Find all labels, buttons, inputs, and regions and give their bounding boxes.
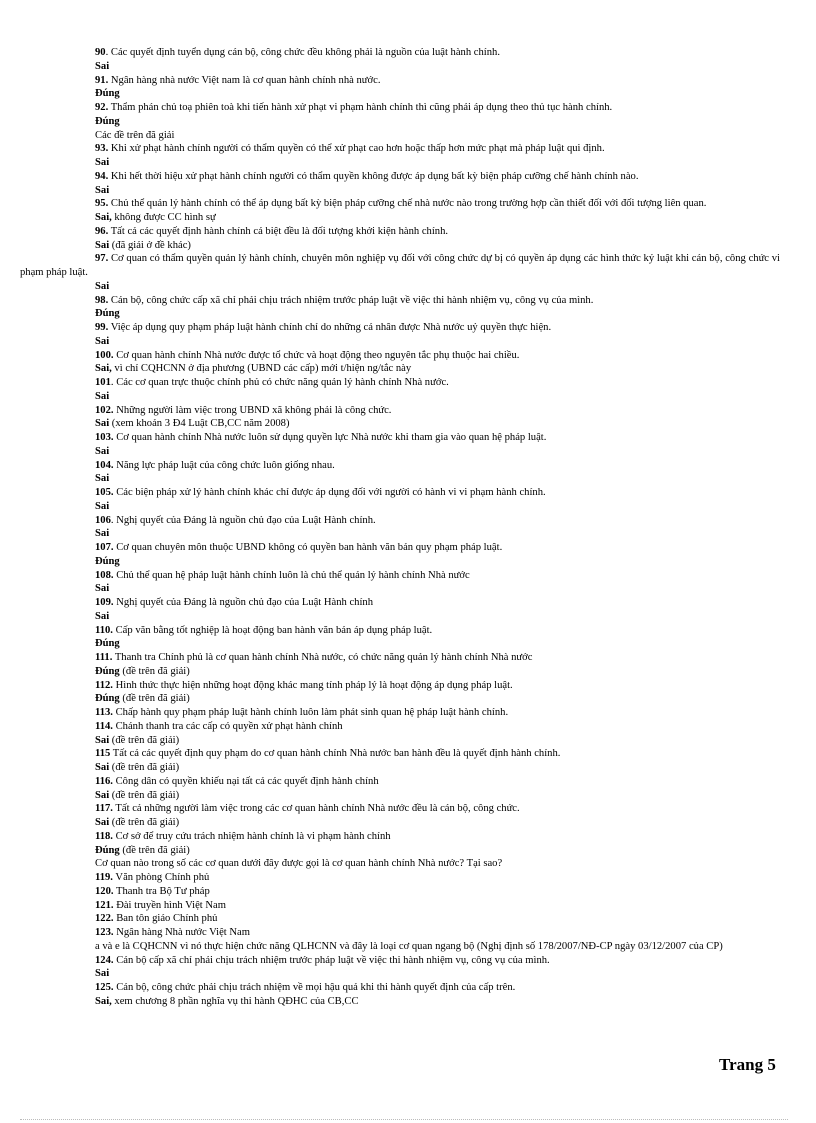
- question-number: 117.: [95, 803, 113, 815]
- line-text: (đề trên đã giải): [119, 665, 190, 677]
- line-text: Việc áp dụng quy phạm pháp luật hành chính chỉ do những cá nhân được Nhà nước uỷ quyền thực hiện.: [108, 322, 552, 333]
- answer-verdict: Sai: [95, 239, 110, 251]
- answer-line: [0, 115, 816, 129]
- line-text: Chủ thể quản lý hành chính có thể áp dụng bất kỳ biện pháp cưỡng chế nhà nước nào trong trường hợp cần thiết đối với đối tượng liên quan.: [108, 198, 707, 210]
- line-text: Cơ quan hành chính Nhà nước được tổ chức và hoạt động theo nguyên tắc phụ thuộc hai chiều.: [113, 349, 520, 361]
- question-line: [0, 926, 816, 940]
- answer-line: [0, 692, 816, 706]
- question-number: 124.: [95, 954, 114, 966]
- text-line: [0, 940, 816, 954]
- line-text: Thanh tra Bộ Tư pháp: [113, 885, 210, 897]
- answer-line: [0, 156, 816, 170]
- question-line: [0, 706, 816, 720]
- line-text: Tất cả các quyết định quy phạm do cơ quan hành chính Nhà nước ban hành đều là quyết định hành chính.: [110, 748, 561, 760]
- answer-line: [0, 445, 816, 459]
- line-text: (đề trên đã giải): [109, 734, 180, 746]
- answer-verdict: Sai: [95, 789, 110, 801]
- line-text: (đã giải ở đề khác): [109, 239, 191, 251]
- question-number: 107.: [95, 542, 114, 553]
- question-line: [0, 101, 816, 115]
- question-number: 116.: [95, 775, 113, 787]
- answer-verdict: Sai: [95, 762, 110, 773]
- line-text: Chánh thanh tra các cấp có quyền xử phạt hành chính: [112, 720, 343, 732]
- line-text: Ban tôn giáo Chính phủ: [113, 913, 218, 925]
- answer-verdict: Sai: [95, 335, 110, 347]
- question-number: 112.: [95, 679, 113, 691]
- question-line: [0, 294, 816, 308]
- question-line: [0, 596, 816, 610]
- question-line: [0, 431, 816, 445]
- question-line: [0, 486, 816, 500]
- question-number: 96.: [95, 225, 109, 237]
- question-number: 101: [95, 377, 111, 388]
- line-text: Chấp hành quy phạm pháp luật hành chính luôn làm phát sinh quan hệ pháp luật hành chính.: [112, 707, 509, 718]
- answer-line: [0, 610, 816, 624]
- line-text: Cán bộ, công chức phải chịu trách nhiệm về mọi hậu quả khi thi hành quyết định của cấp trên.: [113, 982, 516, 993]
- answer-line: [0, 307, 816, 321]
- question-number: 103.: [95, 432, 114, 443]
- answer-line: [0, 87, 816, 101]
- question-line: [0, 720, 816, 734]
- answer-verdict: Sai: [95, 60, 110, 72]
- question-line: [0, 679, 816, 693]
- question-line: [0, 46, 816, 60]
- question-number: 121.: [95, 899, 114, 911]
- line-text: Thẩm phán chủ toạ phiên toà khi tiến hành xử phạt vi phạm hành chính thì cũng phải áp dụng theo thủ tục hành chính.: [108, 102, 613, 113]
- line-text: (đề trên đã giải): [119, 844, 190, 856]
- answer-verdict: Đúng: [95, 555, 120, 567]
- question-line: [0, 885, 816, 899]
- answer-line: [0, 967, 816, 981]
- line-text: Đài truyền hình Việt Nam: [113, 899, 226, 911]
- line-text: Cơ quan chuyên môn thuộc UBND không có quyền ban hành văn bản quy phạm pháp luật.: [113, 542, 503, 553]
- answer-verdict: Sai: [95, 418, 110, 430]
- answer-line: [0, 637, 816, 651]
- answer-verdict: Sai,: [95, 363, 112, 375]
- line-text: Cơ quan nào trong số các cơ quan dưới đây được gọi là cơ quan hành chính Nhà nước? Tại sao?: [95, 858, 503, 870]
- answer-line: [0, 280, 816, 294]
- question-number: 111.: [95, 652, 113, 663]
- answer-verdict: Sai: [95, 734, 110, 746]
- question-number: 95.: [95, 198, 109, 210]
- answer-line: [0, 239, 816, 253]
- answer-line: [0, 527, 816, 541]
- question-line: [0, 74, 816, 88]
- answer-verdict: Sai,: [95, 212, 112, 223]
- line-text: Văn phòng Chính phủ: [112, 872, 210, 883]
- answer-line: [0, 472, 816, 486]
- question-number: 104.: [95, 459, 114, 471]
- question-number: 119.: [95, 872, 113, 883]
- line-text: Tất cả những người làm việc trong các cơ quan hành chính Nhà nước đều là cán bộ, công chức.: [112, 803, 520, 815]
- answer-line: [0, 211, 816, 225]
- answer-verdict: Đúng: [95, 88, 120, 100]
- text-line: [0, 857, 816, 871]
- answer-verdict: Đúng: [95, 115, 120, 127]
- line-text: vì chỉ CQHCNN ở địa phương (UBND các cấp) mới t/hiện ng/tắc này: [111, 363, 412, 375]
- question-number: 110.: [95, 624, 113, 636]
- document-body: [0, 46, 816, 1009]
- answer-verdict: Sai: [95, 280, 110, 292]
- line-text: Những người làm việc trong UBND xã không phải là công chức.: [113, 404, 392, 416]
- line-text: không được CC hình sự: [111, 212, 216, 223]
- question-number: 122.: [95, 913, 114, 925]
- line-text: Cán bộ, công chức cấp xã chỉ phải chịu trách nhiệm trước pháp luật về việc thi hành nhiệm vụ, công vụ của mình.: [108, 294, 594, 306]
- question-line: [0, 747, 816, 761]
- question-line: [0, 404, 816, 418]
- question-line: [0, 541, 816, 555]
- line-text: Năng lực pháp luật của công chức luôn giống nhau.: [113, 459, 335, 471]
- question-number: 106: [95, 514, 111, 526]
- question-number: 100.: [95, 349, 114, 361]
- line-text: a và e là CQHCNN vì nó thực hiện chức năng QLHCNN và đây là loại cơ quan ngang bộ (Nghị định số 178/2007/NĐ-CP ngày 03/12/2007 của CP): [95, 940, 723, 952]
- question-line: [0, 569, 816, 583]
- question-number: 97.: [95, 253, 109, 265]
- question-line: [0, 624, 816, 638]
- question-number: 114.: [95, 720, 113, 732]
- line-text: Cơ sở để truy cứu trách nhiệm hành chính là vi phạm hành chính: [112, 830, 391, 842]
- answer-line: [0, 417, 816, 431]
- line-text: Thanh tra Chính phủ là cơ quan hành chính Nhà nước, có chức năng quản lý hành chính Nhà nước: [112, 652, 533, 663]
- answer-verdict: Sai: [95, 528, 110, 540]
- question-number: 113.: [95, 707, 113, 718]
- answer-verdict: Sai: [95, 390, 110, 402]
- line-text: (đề trên đã giải): [109, 789, 180, 801]
- line-text: . Nghị quyết của Đảng là nguồn chủ đạo của Luật Hành chính.: [110, 514, 376, 526]
- line-text: Khi xử phạt hành chính người có thẩm quyền có thể xử phạt cao hơn hoặc thấp hơn mức phạt mà pháp luật qui định.: [108, 143, 605, 155]
- answer-verdict: Sai: [95, 157, 110, 168]
- line-text: Ngân hàng Nhà nước Việt Nam: [113, 927, 250, 938]
- line-text: Cấp văn bằng tốt nghiệp là hoạt động ban hành văn bản áp dụng pháp luật.: [112, 624, 433, 636]
- answer-verdict: Sai: [95, 445, 110, 457]
- page-number: Trang 5: [719, 1055, 776, 1074]
- question-number: 92.: [95, 102, 109, 113]
- question-number: 108.: [95, 569, 114, 581]
- answer-verdict: Sai: [95, 473, 110, 485]
- question-number: 99.: [95, 322, 109, 333]
- answer-line: [0, 500, 816, 514]
- question-line: [0, 514, 816, 528]
- answer-line: [0, 184, 816, 198]
- answer-line: [0, 335, 816, 349]
- question-number: 115: [95, 748, 111, 760]
- question-number: 120.: [95, 885, 114, 897]
- question-line: [0, 899, 816, 913]
- answer-verdict: Sai: [95, 817, 110, 828]
- line-text: Công dân có quyền khiếu nại tất cả các quyết định hành chính: [112, 775, 379, 787]
- line-text: Cơ quan hành chính Nhà nước luôn sử dụng quyền lực Nhà nước khi tham gia vào quan hệ pháp luật.: [113, 432, 547, 443]
- question-number: 94.: [95, 170, 109, 182]
- answer-line: [0, 60, 816, 74]
- answer-verdict: Đúng: [95, 665, 120, 677]
- answer-line: [0, 995, 816, 1009]
- question-line: [0, 142, 816, 156]
- question-line: [0, 252, 816, 280]
- question-number: 123.: [95, 927, 114, 938]
- answer-line: [0, 844, 816, 858]
- question-line: [0, 981, 816, 995]
- question-line: [0, 802, 816, 816]
- answer-verdict: Sai,: [95, 995, 112, 1007]
- line-text: Cơ quan có thẩm quyền quản lý hành chính, chuyên môn nghiệp vụ đối với công chức dự bị có quyền áp dụng các hình thức kỷ luật khi cán bộ, công chức vi phạm pháp luật.: [20, 253, 780, 278]
- question-number: 98.: [95, 294, 109, 306]
- answer-verdict: Sai: [95, 583, 110, 595]
- line-text: Hình thức thực hiện những hoạt động khác mang tính pháp lý là hoạt động áp dụng pháp luật.: [112, 679, 513, 691]
- line-text: Các biện pháp xử lý hành chính khác chỉ được áp dụng đối với người có hành vi vi phạm hành chính.: [113, 487, 546, 498]
- line-text: (đề trên đã giải): [119, 693, 190, 705]
- question-line: [0, 954, 816, 968]
- question-number: 93.: [95, 143, 109, 155]
- line-text: Các đề trên đã giải: [95, 129, 175, 141]
- page-bottom-rule: [20, 1119, 788, 1120]
- answer-line: [0, 734, 816, 748]
- line-text: . Các quyết định tuyển dụng cán bộ, công chức đều không phải là nguồn của luật hành chính.: [105, 47, 500, 58]
- line-text: Tất cả các quyết định hành chính cá biệt đều là đối tượng khởi kiện hành chính.: [108, 225, 449, 237]
- question-line: [0, 170, 816, 184]
- answer-line: [0, 390, 816, 404]
- question-line: [0, 225, 816, 239]
- answer-verdict: Đúng: [95, 693, 120, 705]
- question-number: 118.: [95, 830, 113, 842]
- answer-line: [0, 816, 816, 830]
- answer-verdict: Đúng: [95, 308, 120, 320]
- line-text: Cán bộ cấp xã chỉ phải chịu trách nhiệm trước pháp luật về việc thi hành nhiệm vụ, công vụ của mình.: [113, 954, 550, 966]
- answer-verdict: Sai: [95, 968, 110, 980]
- text-line: [0, 129, 816, 143]
- line-text: xem chương 8 phần nghĩa vụ thi hành QĐHC của CB,CC: [111, 995, 359, 1007]
- line-text: Khi hết thời hiệu xử phạt hành chính người có thẩm quyền không được áp dụng bất kỳ biện pháp cưỡng chế hành chính nào.: [108, 170, 639, 182]
- question-line: [0, 459, 816, 473]
- question-line: [0, 912, 816, 926]
- question-line: [0, 321, 816, 335]
- line-text: (xem khoản 3 Đ4 Luật CB,CC năm 2008): [109, 418, 290, 430]
- answer-verdict: Sai: [95, 500, 110, 512]
- answer-line: [0, 555, 816, 569]
- question-number: 91.: [95, 74, 109, 86]
- answer-line: [0, 582, 816, 596]
- answer-verdict: Đúng: [95, 638, 120, 650]
- question-number: 102.: [95, 404, 114, 416]
- question-line: [0, 651, 816, 665]
- question-line: [0, 376, 816, 390]
- line-text: Nghị quyết của Đảng là nguồn chủ đạo của Luật Hành chính: [113, 597, 374, 608]
- question-number: 90: [95, 47, 106, 58]
- question-number: 105.: [95, 487, 114, 498]
- line-text: (đề trên đã giải): [109, 762, 180, 773]
- question-number: 109.: [95, 597, 114, 608]
- question-line: [0, 197, 816, 211]
- answer-verdict: Đúng: [95, 844, 120, 856]
- answer-verdict: Sai: [95, 184, 110, 196]
- answer-line: [0, 761, 816, 775]
- answer-line: [0, 789, 816, 803]
- question-line: [0, 775, 816, 789]
- line-text: Chủ thể quan hệ pháp luật hành chính luôn là chủ thể quản lý hành chính Nhà nước: [113, 569, 470, 581]
- line-text: Ngân hàng nhà nước Việt nam là cơ quan hành chính nhà nước.: [108, 74, 381, 86]
- line-text: . Các cơ quan trực thuộc chính phủ có chức năng quản lý hành chính Nhà nước.: [110, 377, 449, 388]
- answer-line: [0, 665, 816, 679]
- question-number: 125.: [95, 982, 114, 993]
- question-line: [0, 830, 816, 844]
- answer-verdict: Sai: [95, 610, 110, 622]
- line-text: (đề trên đã giải): [109, 817, 180, 828]
- question-line: [0, 871, 816, 885]
- answer-line: [0, 362, 816, 376]
- question-line: [0, 349, 816, 363]
